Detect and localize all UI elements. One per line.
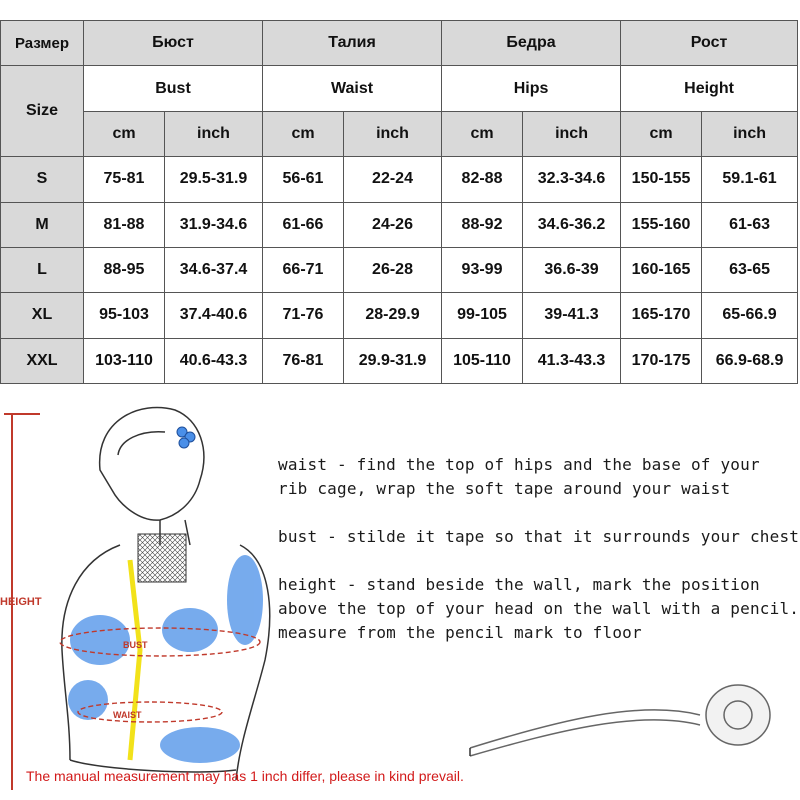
hips-header-ru: Бедра — [442, 21, 621, 66]
table-row — [1, 202, 798, 247]
unit-cell: cm — [442, 111, 523, 156]
value-cell: 29.9-31.9 — [344, 338, 442, 383]
height-header-en: Height — [621, 66, 798, 111]
height-header-ru: Рост — [621, 21, 798, 66]
bust-header-en: Bust — [84, 66, 263, 111]
value-cell: 59.1-61 — [702, 157, 798, 202]
waist-instruction-line2: rib cage, wrap the soft tape around your waist — [278, 479, 731, 498]
unit-cell: inch — [702, 111, 798, 156]
unit-cell: cm — [621, 111, 702, 156]
mesh-neckline — [138, 534, 186, 582]
size-chart-table — [0, 20, 798, 384]
value-cell: 160-165 — [621, 247, 702, 292]
value-cell: 71-76 — [263, 293, 344, 338]
value-cell: 24-26 — [344, 202, 442, 247]
table-row — [1, 247, 798, 292]
value-cell: 31.9-34.6 — [165, 202, 263, 247]
size-header-en: Size — [1, 66, 84, 157]
unit-cell: inch — [523, 111, 621, 156]
value-cell: 82-88 — [442, 157, 523, 202]
header-row-english — [1, 66, 798, 111]
size-cell: L — [1, 247, 84, 292]
measurement-note: The manual measurement may has 1 inch differ, please in kind prevail. — [26, 768, 464, 784]
value-cell: 103-110 — [84, 338, 165, 383]
value-cell: 150-155 — [621, 157, 702, 202]
waist-header-ru: Талия — [263, 21, 442, 66]
value-cell: 155-160 — [621, 202, 702, 247]
value-cell: 170-175 — [621, 338, 702, 383]
size-cell: S — [1, 157, 84, 202]
value-cell: 32.3-34.6 — [523, 157, 621, 202]
waist-label: WAIST — [113, 710, 142, 720]
waist-instruction-line1: waist - find the top of hips and the base of your — [278, 455, 760, 474]
value-cell: 76-81 — [263, 338, 344, 383]
value-cell: 40.6-43.3 — [165, 338, 263, 383]
unit-cell: cm — [84, 111, 165, 156]
value-cell: 28-29.9 — [344, 293, 442, 338]
value-cell: 66-71 — [263, 247, 344, 292]
size-cell: M — [1, 202, 84, 247]
table-row — [1, 338, 798, 383]
value-cell: 165-170 — [621, 293, 702, 338]
value-cell: 65-66.9 — [702, 293, 798, 338]
bust-label: BUST — [123, 640, 148, 650]
value-cell: 99-105 — [442, 293, 523, 338]
value-cell: 66.9-68.9 — [702, 338, 798, 383]
zipper — [130, 560, 140, 760]
value-cell: 56-61 — [263, 157, 344, 202]
value-cell: 75-81 — [84, 157, 165, 202]
value-cell: 88-92 — [442, 202, 523, 247]
table-row — [1, 157, 798, 202]
value-cell: 41.3-43.3 — [523, 338, 621, 383]
size-header-ru: Размер — [1, 21, 84, 66]
value-cell: 36.6-39 — [523, 247, 621, 292]
unit-cell: inch — [165, 111, 263, 156]
hips-header-en: Hips — [442, 66, 621, 111]
value-cell: 63-65 — [702, 247, 798, 292]
value-cell: 93-99 — [442, 247, 523, 292]
size-cell: XL — [1, 293, 84, 338]
value-cell: 22-24 — [344, 157, 442, 202]
unit-cell: inch — [344, 111, 442, 156]
value-cell: 61-66 — [263, 202, 344, 247]
unit-row — [1, 111, 798, 156]
value-cell: 61-63 — [702, 202, 798, 247]
garment-shading — [68, 555, 263, 763]
height-instruction-line3: measure from the pencil mark to floor — [278, 623, 642, 642]
size-cell: XXL — [1, 338, 84, 383]
height-instruction-line2: above the top of your head on the wall with a pencil. — [278, 599, 800, 618]
hair-bow-icon — [177, 427, 195, 448]
value-cell: 34.6-37.4 — [165, 247, 263, 292]
bust-header-ru: Бюст — [84, 21, 263, 66]
waist-header-en: Waist — [263, 66, 442, 111]
table-row — [1, 293, 798, 338]
header-row-russian — [1, 21, 798, 66]
value-cell: 105-110 — [442, 338, 523, 383]
value-cell: 26-28 — [344, 247, 442, 292]
unit-cell: cm — [263, 111, 344, 156]
height-instruction-line1: height - stand beside the wall, mark the position — [278, 575, 760, 594]
value-cell: 39-41.3 — [523, 293, 621, 338]
height-label: HEIGHT — [0, 596, 42, 608]
value-cell: 81-88 — [84, 202, 165, 247]
tape-measure-icon — [470, 685, 770, 756]
value-cell: 34.6-36.2 — [523, 202, 621, 247]
bust-instruction: bust - stilde it tape so that it surrounds your chest — [278, 527, 800, 546]
value-cell: 29.5-31.9 — [165, 157, 263, 202]
value-cell: 88-95 — [84, 247, 165, 292]
value-cell: 95-103 — [84, 293, 165, 338]
value-cell: 37.4-40.6 — [165, 293, 263, 338]
